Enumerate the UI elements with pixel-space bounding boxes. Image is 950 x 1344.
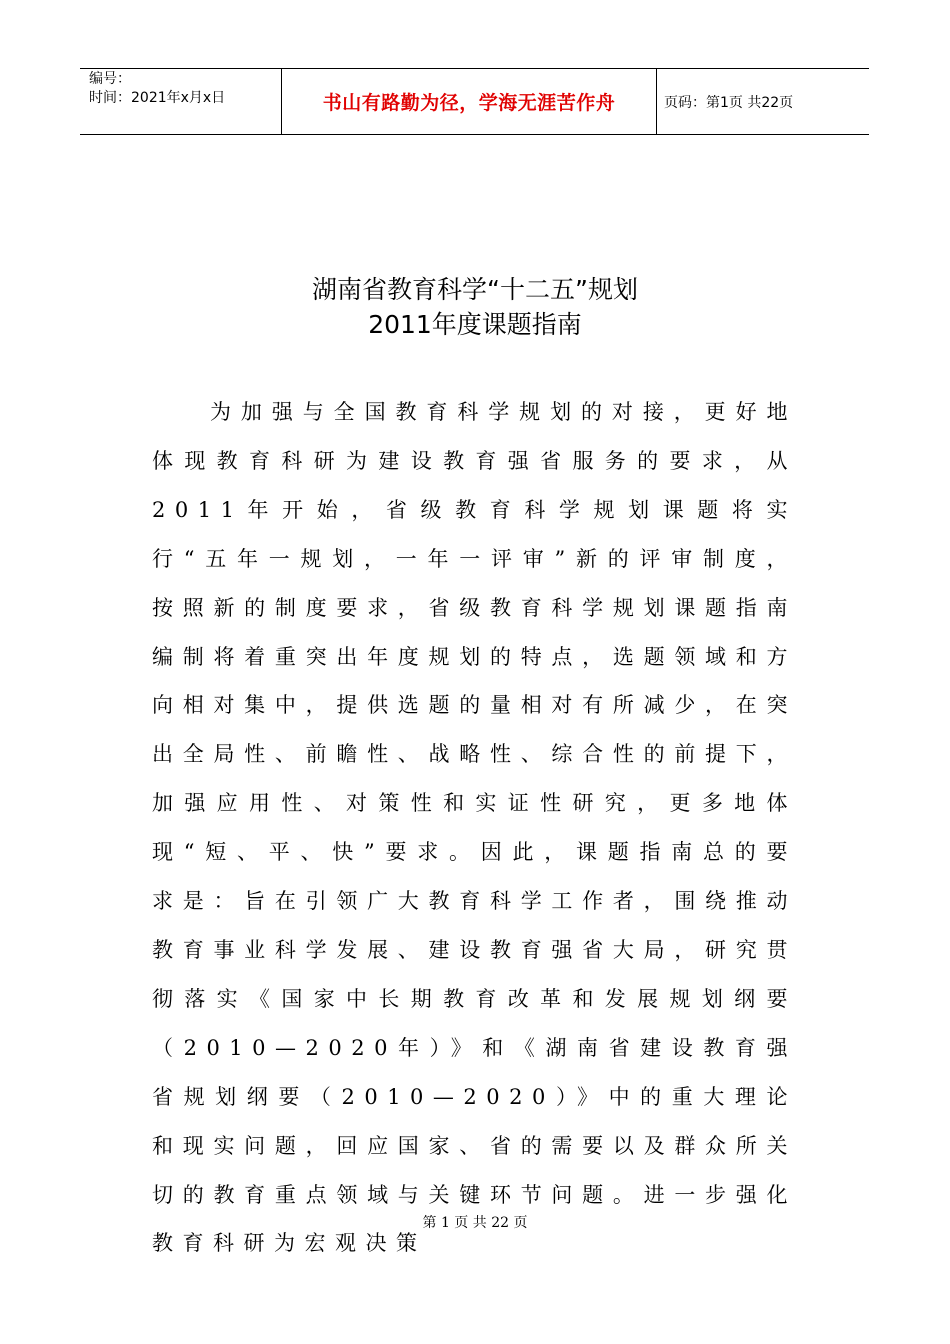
header-page-cell — [657, 69, 869, 134]
header-motto: 书山有路勤为径，学海无涯苦作舟 — [322, 92, 616, 114]
page-header-table — [80, 68, 869, 135]
time-label: 时间：2021年x月x日 — [89, 90, 226, 106]
document-subtitle: 2011年度课题指南 — [368, 310, 582, 339]
page-footer: 第 1 页 共 22 页 — [422, 1215, 528, 1231]
header-page-info: 页码：第1页 共22页 — [664, 94, 794, 111]
doc-number-label: 编号： — [89, 71, 131, 87]
header-meta-cell — [80, 69, 281, 134]
header-motto-cell — [281, 69, 657, 134]
body-paragraph: 为加强与全国教育科学规划的对接，更好地体现教育科研为建设教育强省服务的要求，从2011年开始，省级教育科学规划课题将实行“五年一规划，一年一评审”新的评审制度，按照新的制度要求，省级教育科学规划课题指南编制将着重突出年度规划的特点，选题领域和方向相对集中，提供选题的量相对有所减少，在突出全局性、前瞻性、战略性、综合性的前提下，加强应用性、对策性和实证性研究，更多地体现“短、平、快”要求。因此，课题指南总的要求是：旨在引领广大教育科学工作者，围绕推动教育事业科学发展、建设教育强省大局，研究贯彻落实《国家中长期教育改革和发展规划纲要（2010—2020年）》和《湖南省建设教育强省规划纲要（2010—2020）》中的重大理论和现实问题，回应国家、省的需要以及群众所关切的教育重点领域与关键环节问题。进一步强化教育科研为宏观决策 — [152, 400, 797, 1256]
document-title: 湖南省教育科学“十二五”规划 — [312, 275, 638, 304]
